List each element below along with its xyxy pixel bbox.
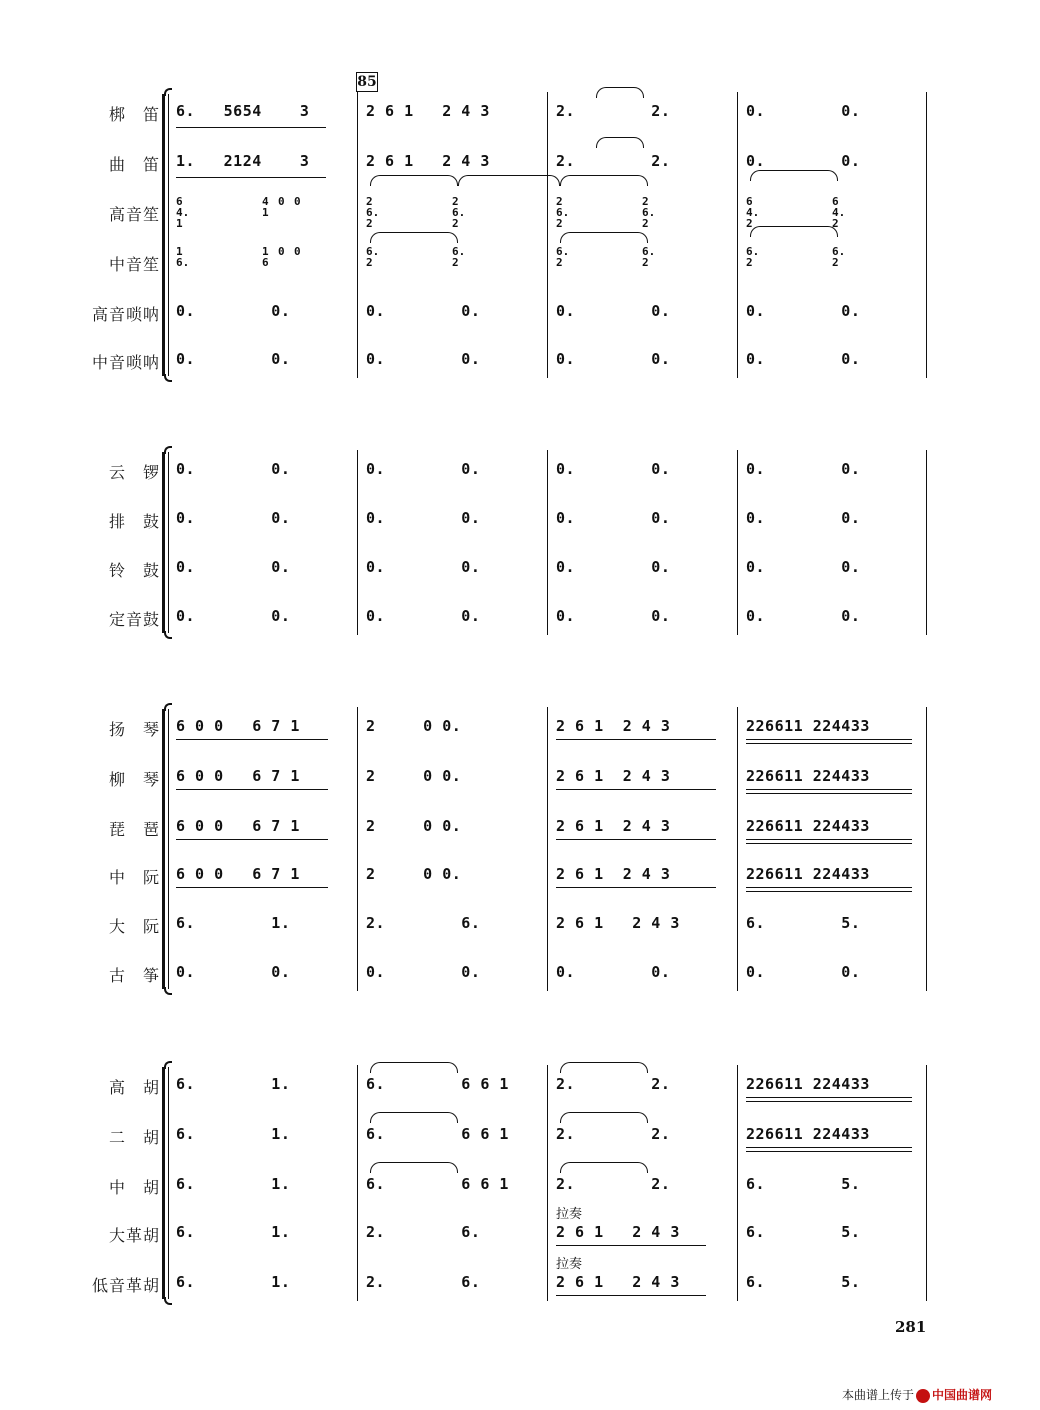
measure: 0. 0. xyxy=(366,460,481,478)
barline xyxy=(737,1065,738,1301)
measure: 6. 6 6 1 xyxy=(366,1175,509,1193)
double-beam xyxy=(746,1097,912,1102)
barline xyxy=(547,450,548,635)
chord-stack: 6. 2 xyxy=(832,245,846,269)
double-beam xyxy=(746,739,912,744)
barline xyxy=(357,450,358,635)
tie-slur xyxy=(370,232,458,243)
chord-stack: 6 4. 2 xyxy=(746,195,760,230)
measure: 226611 224433 xyxy=(746,865,870,883)
chord-stack: 6. 2 xyxy=(556,245,570,269)
instrument-name: 古 筝 xyxy=(108,966,160,985)
chord-stack: 2 6. 2 xyxy=(642,195,656,230)
measure: 2. 6. xyxy=(366,914,481,932)
barline xyxy=(926,450,927,635)
measure: 0. 0. xyxy=(556,963,671,981)
barline xyxy=(357,707,358,991)
chord-stack: 6 4. 1 xyxy=(176,195,190,230)
measure: 2. 2. xyxy=(556,1075,671,1093)
measure: 0. 0. xyxy=(556,350,671,368)
instrument-name: 琵 琶 xyxy=(108,820,160,839)
measure: 6. 6 6 1 xyxy=(366,1075,509,1093)
beam-line xyxy=(176,739,328,740)
instrument-name: 高音唢呐 xyxy=(91,305,160,324)
measure: 0. 0. xyxy=(746,102,861,120)
tie-slur xyxy=(750,226,838,237)
rehearsal-mark: 85 xyxy=(357,74,377,90)
footer-credit xyxy=(842,1386,992,1403)
chord-stack: 0 xyxy=(294,245,301,258)
instrument-name: 高 胡 xyxy=(108,1078,160,1097)
footer-site[interactable]: 中国曲谱网 xyxy=(932,1388,993,1402)
measure: 0. 0. xyxy=(556,509,671,527)
instrument-name: 低音革胡 xyxy=(91,1276,160,1295)
tie-slur xyxy=(560,1062,648,1073)
instrument-name: 扬 琴 xyxy=(108,720,160,739)
measure: 226611 224433 xyxy=(746,717,870,735)
measure: 2 6 1 2 4 3 xyxy=(556,717,671,735)
barline xyxy=(737,707,738,991)
barline xyxy=(357,1065,358,1301)
measure: 0. 0. xyxy=(176,460,291,478)
barline xyxy=(547,707,548,991)
chord-stack: 6. 2 xyxy=(366,245,380,269)
double-beam xyxy=(746,839,912,844)
beam-line xyxy=(556,1245,706,1246)
measure: 226611 224433 xyxy=(746,1125,870,1143)
beam-line xyxy=(176,177,326,178)
double-beam xyxy=(746,789,912,794)
measure: 6. 5654 3 xyxy=(176,102,310,120)
instrument-name: 高音笙 xyxy=(108,205,160,224)
beam-line xyxy=(176,127,326,128)
measure: 6 0 0 6 7 1 xyxy=(176,717,300,735)
measure: 2 6 1 2 4 3 xyxy=(366,102,490,120)
measure: 6. 1. xyxy=(176,1075,291,1093)
measure: 2 6 1 2 4 3 xyxy=(556,865,671,883)
measure: 2. 6. xyxy=(366,1223,481,1241)
tie-slur xyxy=(750,170,838,181)
lazou-label: 拉奏 xyxy=(556,1257,583,1272)
tie-slur xyxy=(560,175,648,186)
barline xyxy=(737,92,738,378)
measure: 2. 2. xyxy=(556,102,671,120)
chord-stack: 4 1 xyxy=(262,195,269,219)
barline xyxy=(547,1065,548,1301)
system-line xyxy=(168,94,169,376)
beam-line xyxy=(556,789,716,790)
beam-line xyxy=(176,839,328,840)
measure: 2 0 0. xyxy=(366,767,462,785)
measure: 0. 0. xyxy=(556,607,671,625)
measure: 6. 5. xyxy=(746,1175,861,1193)
beam-line xyxy=(556,739,716,740)
barline xyxy=(926,707,927,991)
measure: 0. 0. xyxy=(176,558,291,576)
measure: 6. 1. xyxy=(176,1273,291,1291)
instrument-name: 曲 笛 xyxy=(108,155,160,174)
system-line xyxy=(168,709,169,989)
measure: 0. 0. xyxy=(556,302,671,320)
barline xyxy=(737,450,738,635)
chord-stack: 2 6. 2 xyxy=(556,195,570,230)
instrument-name: 中音笙 xyxy=(108,255,160,274)
measure: 6. 5. xyxy=(746,914,861,932)
instrument-name: 中 阮 xyxy=(108,868,160,887)
tie-slur xyxy=(370,1062,458,1073)
measure: 6. 5. xyxy=(746,1223,861,1241)
measure: 2 6 1 2 4 3 xyxy=(556,817,671,835)
tie-slur xyxy=(560,1162,648,1173)
barline xyxy=(547,92,548,378)
instrument-name: 大革胡 xyxy=(108,1226,160,1245)
measure: 226611 224433 xyxy=(746,1075,870,1093)
site-logo-icon xyxy=(916,1389,930,1403)
measure: 226611 224433 xyxy=(746,767,870,785)
measure: 6 0 0 6 7 1 xyxy=(176,865,300,883)
measure: 6. 5. xyxy=(746,1273,861,1291)
measure: 6 0 0 6 7 1 xyxy=(176,817,300,835)
chord-stack: 2 6. 2 xyxy=(366,195,380,230)
measure: 2 0 0. xyxy=(366,817,462,835)
beam-line xyxy=(176,887,328,888)
measure: 0. 0. xyxy=(176,509,291,527)
barline xyxy=(357,92,358,378)
measure: 0. 0. xyxy=(176,963,291,981)
tie-slur xyxy=(596,87,644,98)
measure: 0. 0. xyxy=(556,460,671,478)
instrument-name: 云 锣 xyxy=(108,463,160,482)
measure: 0. 0. xyxy=(176,350,291,368)
measure: 2 6 1 2 4 3 xyxy=(556,914,680,932)
measure: 2 6 1 2 4 3 xyxy=(366,152,490,170)
double-beam xyxy=(746,887,912,892)
tie-slur xyxy=(560,1112,648,1123)
measure: 0. 0. xyxy=(746,963,861,981)
tie-slur xyxy=(370,1112,458,1123)
measure: 0. 0. xyxy=(746,558,861,576)
footer-prefix: 本曲谱上传于 xyxy=(842,1388,915,1402)
system-line xyxy=(168,452,169,633)
instrument-name: 梆 笛 xyxy=(108,105,160,124)
measure: 0. 0. xyxy=(366,302,481,320)
measure: 2. 6. xyxy=(366,1273,481,1291)
measure: 0. 0. xyxy=(366,963,481,981)
measure: 0. 0. xyxy=(366,558,481,576)
measure: 0. 0. xyxy=(746,509,861,527)
measure: 0. 0. xyxy=(746,152,861,170)
measure: 0. 0. xyxy=(746,460,861,478)
measure: 2. 2. xyxy=(556,1125,671,1143)
tie-slur xyxy=(370,175,458,186)
measure: 0. 0. xyxy=(176,302,291,320)
chord-stack: 1 6 xyxy=(262,245,269,269)
page-number: 281 xyxy=(895,1318,927,1336)
chord-stack: 0 xyxy=(278,245,285,258)
measure: 1. 2124 3 xyxy=(176,152,310,170)
measure: 2 6 1 2 4 3 xyxy=(556,767,671,785)
measure: 2 6 1 2 4 3 xyxy=(556,1273,680,1291)
chord-stack: 6 4. 2 xyxy=(832,195,846,230)
measure: 2. 2. xyxy=(556,1175,671,1193)
chord-stack: 2 6. 2 xyxy=(452,195,466,230)
beam-line xyxy=(556,839,716,840)
measure: 0. 0. xyxy=(366,607,481,625)
measure: 0. 0. xyxy=(366,509,481,527)
tie-slur xyxy=(458,175,560,186)
instrument-name: 二 胡 xyxy=(108,1128,160,1147)
double-beam xyxy=(746,1147,912,1152)
measure: 2. 2. xyxy=(556,152,671,170)
measure: 0. 0. xyxy=(556,558,671,576)
measure: 2 6 1 2 4 3 xyxy=(556,1223,680,1241)
measure: 0. 0. xyxy=(746,302,861,320)
instrument-name: 排 鼓 xyxy=(108,512,160,531)
chord-stack: 6. 2 xyxy=(746,245,760,269)
measure: 0. 0. xyxy=(746,607,861,625)
instrument-name: 定音鼓 xyxy=(108,610,160,629)
instrument-name: 中 胡 xyxy=(108,1178,160,1197)
lazou-label: 拉奏 xyxy=(556,1207,583,1222)
measure: 0. 0. xyxy=(366,350,481,368)
tie-slur xyxy=(560,232,648,243)
measure: 2 0 0. xyxy=(366,865,462,883)
measure: 6. 1. xyxy=(176,1175,291,1193)
measure: 0. 0. xyxy=(176,607,291,625)
instrument-name: 中音唢呐 xyxy=(91,353,160,372)
measure: 0. 0. xyxy=(746,350,861,368)
system-line xyxy=(168,1067,169,1299)
measure: 6. 1. xyxy=(176,914,291,932)
chord-stack: 0 xyxy=(278,195,285,208)
chord-stack: 6. 2 xyxy=(452,245,466,269)
measure: 6. 6 6 1 xyxy=(366,1125,509,1143)
beam-line xyxy=(176,789,328,790)
barline xyxy=(926,1065,927,1301)
chord-stack: 6. 2 xyxy=(642,245,656,269)
measure: 226611 224433 xyxy=(746,817,870,835)
measure: 6 0 0 6 7 1 xyxy=(176,767,300,785)
barline xyxy=(926,92,927,378)
instrument-name: 大 阮 xyxy=(108,917,160,936)
beam-line xyxy=(556,887,716,888)
measure: 2 0 0. xyxy=(366,717,462,735)
instrument-name: 柳 琴 xyxy=(108,770,160,789)
beam-line xyxy=(556,1295,706,1296)
chord-stack: 1 6. xyxy=(176,245,190,269)
measure: 6. 1. xyxy=(176,1223,291,1241)
instrument-name: 铃 鼓 xyxy=(108,561,160,580)
measure: 6. 1. xyxy=(176,1125,291,1143)
tie-slur xyxy=(370,1162,458,1173)
tie-slur xyxy=(596,137,644,148)
chord-stack: 0 xyxy=(294,195,301,208)
